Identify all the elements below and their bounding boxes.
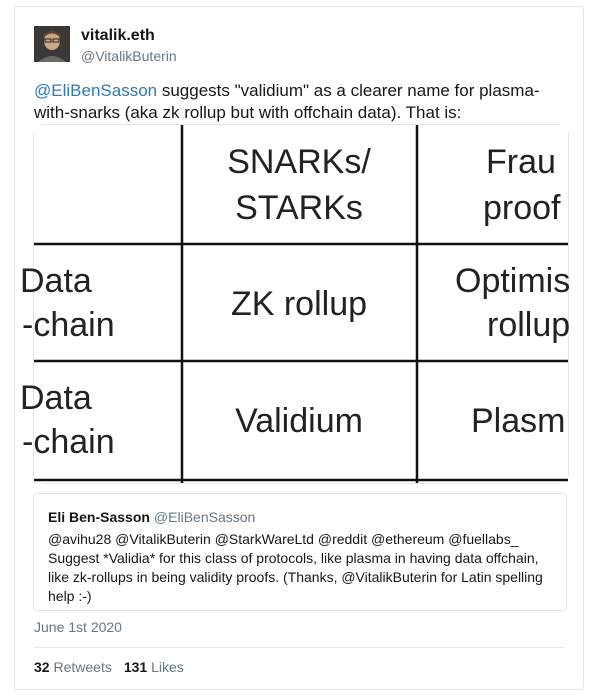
header-starks: STARKs [235,189,363,227]
quoted-author-handle[interactable]: @EliBenSasson [153,509,256,525]
header-snarks: SNARKs/ [227,143,371,181]
row1-chain: -chain [22,306,115,344]
tweet-image[interactable] [20,124,571,484]
quoted-tweet[interactable] [33,493,567,611]
tweet-stats [34,659,196,675]
row1-optimistic: Optimis [455,262,571,300]
tweet-body: suggests "validium" as a clearer name for plasma-with-snarks (aka zk rollup but with offchain data). That is: [34,81,540,122]
divider [34,647,564,648]
tweet-text [34,80,566,124]
retweets-stat[interactable] [34,659,112,675]
quoted-author-name[interactable]: Eli Ben-Sasson [48,509,150,525]
avatar-portrait-icon [34,26,70,62]
row1-zk-rollup: ZK rollup [230,285,368,323]
retweets-count: 32 [34,659,50,675]
author-name[interactable]: vitalik.eth [81,27,155,44]
avatar[interactable] [34,26,70,62]
likes-stat[interactable] [124,659,184,675]
tweet-card [14,6,584,690]
row1-rollup: rollup [487,306,571,344]
retweets-label: Retweets [53,659,112,675]
author-handle[interactable]: @VitalikButerin [81,48,177,64]
likes-count: 131 [123,659,148,675]
row2-chain: -chain [22,423,115,461]
row2-plasma: Plasm [471,402,566,440]
quoted-text: @avihu28 @VitalikButerin @StarkWareLtd @reddit @ethereum @fuellabs_ Suggest *Validia* for this class of protocols, like plasma in having data offchain, like zk-rollups in being validity proofs. (Thanks, @VitalikButerin for Latin spelling help :-) [48,531,543,604]
tweet-date[interactable]: June 1st 2020 [34,619,122,635]
row1-data: Data [20,262,92,300]
mention-link[interactable]: @EliBenSasson [34,81,158,100]
likes-label: Likes [151,659,184,675]
row2-data: Data [20,379,92,417]
quoted-header [48,508,554,526]
header-fraud: Frau [486,143,556,181]
header-proof: proof [483,189,561,227]
row2-validium: Validium [235,402,363,440]
comparison-table-image [20,125,571,483]
